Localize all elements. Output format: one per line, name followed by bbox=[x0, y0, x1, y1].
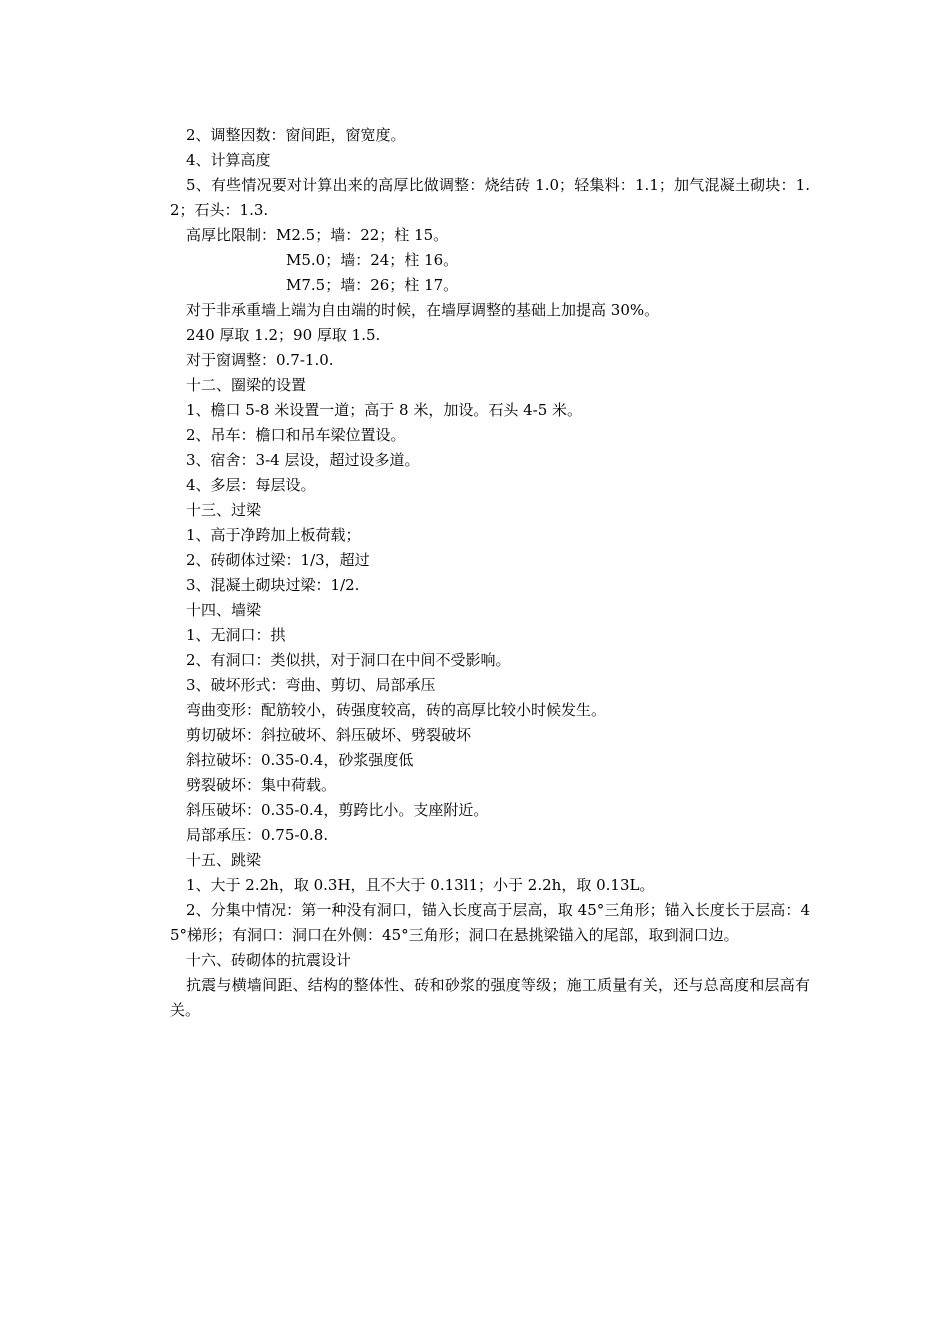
paragraph: 4、多层：每层设。 bbox=[186, 476, 316, 494]
paragraph: 劈裂破坏：集中荷载。 bbox=[186, 776, 337, 794]
paragraph: 对于窗调整：0.7-1.0. bbox=[186, 351, 334, 369]
paragraph: 斜压破坏：0.35-0.4，剪跨比小。支座附近。 bbox=[186, 801, 489, 819]
section-heading: 十五、跳梁 bbox=[186, 851, 262, 869]
section-heading: 十三、过梁 bbox=[186, 501, 262, 519]
paragraph: 剪切破坏：斜拉破坏、斜压破坏、劈裂破坏 bbox=[186, 726, 472, 744]
paragraph: 3、宿舍：3-4 层设，超过设多道。 bbox=[186, 451, 420, 469]
paragraph: 1、檐口 5-8 米设置一道；高于 8 米，加设。石头 4-5 米。 bbox=[186, 401, 583, 419]
paragraph: 2、分集中情况：第一种没有洞口，锚入长度高于层高，取 45°三角形；锚入长度长于层高：45°梯形；有洞口：洞口在外侧：45°三角形；洞口在悬挑梁锚入的尾部，取到洞口边。 bbox=[170, 901, 810, 944]
section-heading: 十六、砖砌体的抗震设计 bbox=[186, 951, 352, 969]
paragraph: 高厚比限制：M2.5；墙：22；柱 15。 bbox=[186, 226, 449, 244]
paragraph: 240 厚取 1.2；90 厚取 1.5. bbox=[186, 326, 381, 344]
paragraph: 1、大于 2.2h，取 0.3H，且不大于 0.13l1；小于 2.2h，取 0.13L。 bbox=[186, 876, 655, 894]
paragraph: 3、破坏形式：弯曲、剪切、局部承压 bbox=[186, 676, 436, 694]
paragraph: 2、调整因数：窗间距，窗宽度。 bbox=[186, 126, 406, 144]
paragraph: M7.5；墙：26；柱 17。 bbox=[286, 276, 459, 294]
paragraph: 1、无洞口：拱 bbox=[186, 626, 286, 644]
paragraph: 2、有洞口：类似拱，对于洞口在中间不受影响。 bbox=[186, 651, 511, 669]
paragraph: 局部承压：0.75-0.8. bbox=[186, 826, 329, 844]
paragraph: 1、高于净跨加上板荷载； bbox=[186, 526, 361, 544]
paragraph: 弯曲变形：配筋较小，砖强度较高，砖的高厚比较小时候发生。 bbox=[186, 701, 607, 719]
paragraph: 3、混凝土砌块过梁：1/2. bbox=[186, 576, 360, 594]
paragraph: M5.0；墙：24；柱 16。 bbox=[286, 251, 459, 269]
section-heading: 十二、圈梁的设置 bbox=[186, 376, 307, 394]
paragraph: 对于非承重墙上端为自由端的时候，在墙厚调整的基础上加提高 30%。 bbox=[186, 301, 660, 319]
document-body bbox=[170, 123, 810, 1023]
paragraph: 斜拉破坏：0.35-0.4，砂浆强度低 bbox=[186, 751, 414, 769]
paragraph: 2、吊车：檐口和吊车梁位置设。 bbox=[186, 426, 406, 444]
paragraph: 4、计算高度 bbox=[186, 151, 271, 169]
paragraph: 2、砖砌体过梁：1/3，超过 bbox=[186, 551, 370, 569]
paragraph: 抗震与横墙间距、结构的整体性、砖和砂浆的强度等级；施工质量有关，还与总高度和层高有关。 bbox=[170, 976, 810, 1019]
paragraph: 5、有些情况要对计算出来的高厚比做调整：烧结砖 1.0；轻集料：1.1；加气混凝土砌块：1.2；石头：1.3. bbox=[170, 176, 810, 219]
section-heading: 十四、墙梁 bbox=[186, 601, 262, 619]
